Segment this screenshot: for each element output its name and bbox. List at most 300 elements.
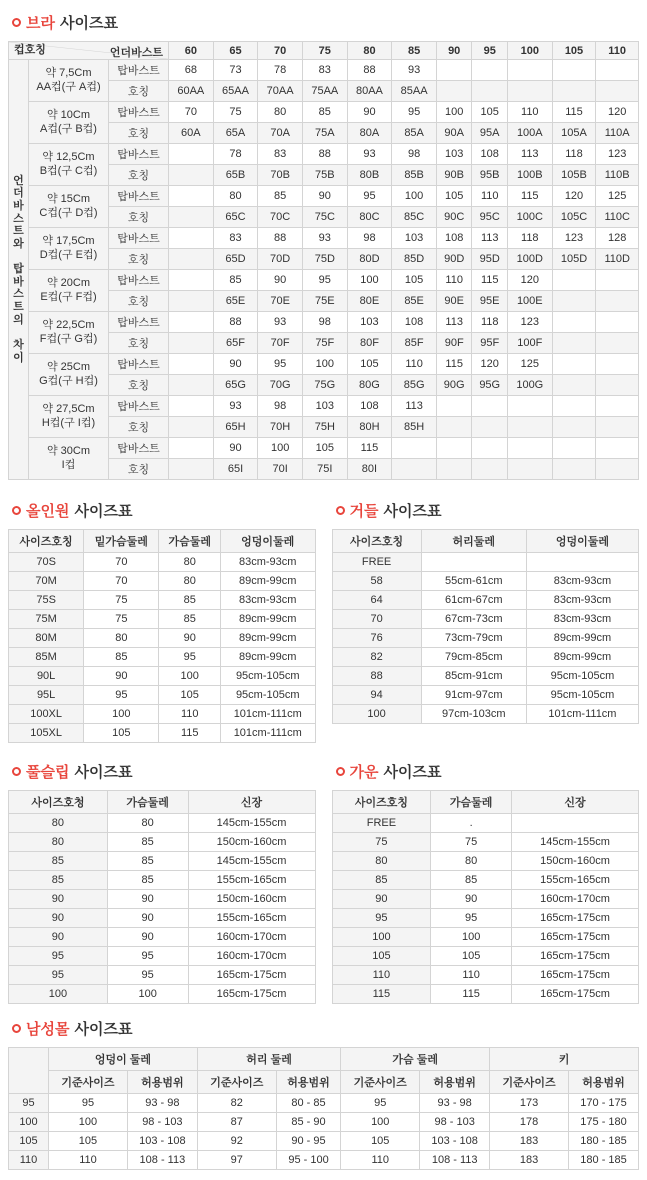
table-row [332, 871, 639, 890]
bra-sizename-cell: 85B [392, 165, 437, 186]
bra-topbust-cell: 90 [213, 438, 258, 459]
table-cell: 90 [107, 928, 188, 947]
bra-table-wrap [8, 41, 639, 480]
table-row [332, 610, 639, 629]
table-cell: 85 [107, 833, 188, 852]
column-header: 밑가슴둘레 [84, 530, 159, 553]
column-header: 신장 [512, 791, 639, 814]
table-row [332, 833, 639, 852]
table-cell: 75 [332, 833, 431, 852]
bra-sizename-cell: 80G [347, 375, 392, 396]
table-cell: 64 [332, 591, 421, 610]
table-cell: 55cm-61cm [421, 572, 526, 591]
bra-sizename-cell: 95G [472, 375, 508, 396]
table-cell: 83cm-93cm [526, 591, 638, 610]
bra-sizename-cell: 80I [347, 459, 392, 480]
bra-sizename-cell [596, 375, 639, 396]
bra-topbust-cell: 100 [302, 354, 347, 375]
table-row [9, 871, 316, 890]
column-header: 허용범위 [569, 1071, 639, 1094]
bra-topbust-cell: 113 [392, 396, 437, 417]
table-cell: 90 [107, 890, 188, 909]
table-cell: 70S [9, 553, 84, 572]
bra-topbust-cell: 83 [302, 60, 347, 81]
bra-sizename-cell [507, 81, 552, 102]
section-title-accent: 브라 [26, 15, 55, 32]
column-header: 사이즈호칭 [332, 530, 421, 553]
table-cell: 89cm-99cm [526, 629, 638, 648]
bra-sizename-cell: 65B [213, 165, 258, 186]
bra-sizename-cell: 75AA [302, 81, 347, 102]
bra-topbust-cell [596, 396, 639, 417]
table-cell: 108 - 113 [127, 1151, 197, 1170]
table-cell: 95 [159, 648, 220, 667]
bra-sizename-cell: 110A [596, 123, 639, 144]
bra-row-label: 탑바스트 [109, 102, 169, 123]
bra-sizename-cell [392, 459, 437, 480]
table-cell: 80 [332, 852, 431, 871]
section-mens [8, 1018, 639, 1170]
table-cell: 100 [332, 928, 431, 947]
bra-cup-label: 약 12,5Cm B컵(구 C컵) [29, 144, 109, 186]
bra-topbust-cell: 123 [507, 312, 552, 333]
bra-cup-label: 약 10Cm A컵(구 B컵) [29, 102, 109, 144]
table-cell: 105 [9, 1132, 49, 1151]
bra-topbust-cell: 120 [472, 354, 508, 375]
table-cell: 103 - 108 [420, 1132, 490, 1151]
bra-size-table [8, 41, 639, 480]
column-header: 사이즈호칭 [332, 791, 431, 814]
bra-topbust-cell [507, 396, 552, 417]
bra-topbust-cell: 118 [507, 228, 552, 249]
bra-topbust-cell [472, 60, 508, 81]
section-title-rest: 사이즈표 [383, 503, 442, 520]
table-cell: 145cm-155cm [512, 833, 639, 852]
table-row [9, 1132, 639, 1151]
table-row [9, 985, 316, 1004]
bra-topbust-cell [507, 60, 552, 81]
bra-topbust-cell [552, 270, 596, 291]
bra-row-label: 호칭 [109, 459, 169, 480]
table-cell: 85 - 90 [276, 1113, 341, 1132]
table-cell: 90 [9, 909, 108, 928]
table-row [9, 928, 316, 947]
bra-sizename-cell [169, 207, 214, 228]
table-row [9, 228, 639, 249]
bra-sizename-cell: 110B [596, 165, 639, 186]
bullet-icon [12, 767, 21, 776]
table-cell: 110 [9, 1151, 49, 1170]
bra-sizename-cell: 80B [347, 165, 392, 186]
bra-sizename-cell: 70AA [258, 81, 303, 102]
bra-topbust-cell [169, 396, 214, 417]
table-row [332, 947, 639, 966]
table-cell: 155cm-165cm [188, 909, 315, 928]
bra-topbust-cell: 70 [169, 102, 214, 123]
table-cell: 90 [159, 629, 220, 648]
bra-row-label: 호칭 [109, 375, 169, 396]
bra-sizename-cell [552, 291, 596, 312]
table-cell: 82 [332, 648, 421, 667]
bra-topbust-cell: 93 [258, 312, 303, 333]
bra-topbust-cell [596, 312, 639, 333]
bra-sizename-cell [552, 417, 596, 438]
bra-sizename-cell: 100B [507, 165, 552, 186]
table-cell: 95 [341, 1094, 420, 1113]
table-cell: 98 - 103 [420, 1113, 490, 1132]
gown-header-row [332, 791, 639, 814]
table-row [9, 102, 639, 123]
bra-sizename-cell: 105D [552, 249, 596, 270]
bra-topbust-cell: 103 [347, 312, 392, 333]
bra-sizename-cell [436, 459, 472, 480]
table-cell: 95 [9, 1094, 49, 1113]
bra-sizename-cell: 85G [392, 375, 437, 396]
bra-sizename-cell [169, 459, 214, 480]
table-cell: 85 [332, 871, 431, 890]
section-title-rest: 사이즈표 [74, 503, 133, 520]
bra-row-label: 호칭 [109, 417, 169, 438]
column-header: 가슴둘레 [107, 791, 188, 814]
table-cell: 95cm-105cm [526, 667, 638, 686]
table-cell: 110 [159, 705, 220, 724]
column-group-header: 허리 둘레 [197, 1048, 340, 1071]
table-cell: 61cm-67cm [421, 591, 526, 610]
bra-topbust-cell: 73 [213, 60, 258, 81]
section-heading-bra [12, 12, 639, 33]
bra-row-label: 탑바스트 [109, 312, 169, 333]
bra-sizename-cell: 80A [347, 123, 392, 144]
table-cell: 80 [159, 553, 220, 572]
section-title-rest: 사이즈표 [383, 764, 442, 781]
table-cell: 165cm-175cm [512, 947, 639, 966]
column-header: 허용범위 [276, 1071, 341, 1094]
bra-sizename-cell: 95B [472, 165, 508, 186]
bra-row-label: 탑바스트 [109, 186, 169, 207]
bra-topbust-cell [596, 60, 639, 81]
bra-topbust-cell: 125 [596, 186, 639, 207]
table-cell: 183 [490, 1151, 569, 1170]
bra-topbust-cell [436, 396, 472, 417]
bra-row-label: 탑바스트 [109, 438, 169, 459]
bra-topbust-cell: 100 [436, 102, 472, 123]
bra-sizename-cell: 90D [436, 249, 472, 270]
table-row [332, 591, 639, 610]
table-cell: 75M [9, 610, 84, 629]
girdle-size-table [332, 529, 640, 724]
bra-topbust-cell [507, 438, 552, 459]
table-cell: 100 [332, 705, 421, 724]
column-header: 가슴둘레 [431, 791, 512, 814]
table-cell: 105 [84, 724, 159, 743]
table-cell: 170 - 175 [569, 1094, 639, 1113]
bra-topbust-cell [169, 354, 214, 375]
bra-topbust-cell: 105 [347, 354, 392, 375]
bra-sizename-cell: 70G [258, 375, 303, 396]
bra-sizename-cell: 85E [392, 291, 437, 312]
bra-row-label: 탑바스트 [109, 228, 169, 249]
bra-sizename-cell: 105C [552, 207, 596, 228]
table-cell: 89cm-99cm [526, 648, 638, 667]
bra-sizename-cell [596, 417, 639, 438]
table-cell: 105 [431, 947, 512, 966]
table-row [332, 966, 639, 985]
bra-topbust-cell: 95 [347, 186, 392, 207]
bra-col-header: 110 [596, 42, 639, 60]
table-row [332, 686, 639, 705]
table-row [9, 60, 639, 81]
bra-topbust-cell: 115 [552, 102, 596, 123]
bra-sizename-cell: 90E [436, 291, 472, 312]
bra-sizename-cell: 105A [552, 123, 596, 144]
bra-sizename-cell: 100F [507, 333, 552, 354]
bra-sizename-cell: 85F [392, 333, 437, 354]
section-heading-mens [12, 1018, 639, 1039]
bra-sizename-cell: 60A [169, 123, 214, 144]
bra-row-label: 탑바스트 [109, 270, 169, 291]
bra-topbust-cell: 98 [302, 312, 347, 333]
table-cell: 150cm-160cm [188, 890, 315, 909]
table-cell: 110 [341, 1151, 420, 1170]
column-header: 엉덩이둘레 [526, 530, 638, 553]
table-cell: 94 [332, 686, 421, 705]
table-row [9, 890, 316, 909]
table-row [332, 890, 639, 909]
bra-topbust-cell: 123 [552, 228, 596, 249]
fullslip-header-row [9, 791, 316, 814]
table-row [332, 648, 639, 667]
bra-topbust-cell [596, 270, 639, 291]
table-cell: 89cm-99cm [220, 610, 315, 629]
column-header: 허리둘레 [421, 530, 526, 553]
bra-cup-label: 약 25Cm G컵(구 H컵) [29, 354, 109, 396]
table-cell: 100 [431, 928, 512, 947]
bullet-icon [12, 506, 21, 515]
table-cell: 101cm-111cm [220, 705, 315, 724]
table-cell: 110 [431, 966, 512, 985]
bra-topbust-cell: 90 [347, 102, 392, 123]
bra-col-header: 75 [302, 42, 347, 60]
bra-topbust-cell: 90 [213, 354, 258, 375]
bra-col-header: 60 [169, 42, 214, 60]
bra-sizename-cell: 80AA [347, 81, 392, 102]
table-cell: 105 [49, 1132, 128, 1151]
bra-topbust-cell: 85 [258, 186, 303, 207]
bra-row-label: 호칭 [109, 207, 169, 228]
mens-size-table [8, 1047, 639, 1170]
table-row [9, 591, 316, 610]
bra-topbust-cell: 83 [258, 144, 303, 165]
table-cell: 87 [197, 1113, 276, 1132]
bra-col-header: 105 [552, 42, 596, 60]
bra-topbust-cell: 110 [507, 102, 552, 123]
bra-sizename-cell: 80D [347, 249, 392, 270]
table-cell: 93 - 98 [127, 1094, 197, 1113]
bra-topbust-cell: 78 [258, 60, 303, 81]
bra-topbust-cell: 93 [213, 396, 258, 417]
table-cell: 76 [332, 629, 421, 648]
table-cell: 82 [197, 1094, 276, 1113]
bra-sizename-cell: 100A [507, 123, 552, 144]
bra-sizename-cell [436, 417, 472, 438]
section-heading-onepiece [12, 500, 316, 521]
bra-row-label: 호칭 [109, 123, 169, 144]
bra-topbust-cell: 108 [436, 228, 472, 249]
bra-sizename-cell: 85H [392, 417, 437, 438]
section-title-accent: 올인원 [26, 503, 70, 520]
table-cell: 83cm-93cm [526, 610, 638, 629]
bra-topbust-cell: 85 [213, 270, 258, 291]
table-cell: 90 [107, 909, 188, 928]
column-header: 기준사이즈 [490, 1071, 569, 1094]
table-cell: 160cm-170cm [188, 947, 315, 966]
bra-topbust-cell: 103 [392, 228, 437, 249]
bra-topbust-cell [392, 438, 437, 459]
bra-sizename-cell [169, 165, 214, 186]
bullet-icon [336, 506, 345, 515]
table-cell: 80 [9, 814, 108, 833]
bra-cup-label: 약 20Cm E컵(구 F컵) [29, 270, 109, 312]
bra-col-header: 90 [436, 42, 472, 60]
table-cell: 100 [107, 985, 188, 1004]
table-cell: 58 [332, 572, 421, 591]
bra-topbust-cell: 115 [347, 438, 392, 459]
table-row [9, 1113, 639, 1132]
bra-topbust-cell: 85 [302, 102, 347, 123]
table-cell: 85M [9, 648, 84, 667]
bra-sizename-cell: 75E [302, 291, 347, 312]
table-cell: 183 [490, 1132, 569, 1151]
table-cell: 160cm-170cm [512, 890, 639, 909]
table-cell [526, 553, 638, 572]
bra-sizename-cell: 75B [302, 165, 347, 186]
bra-sizename-cell: 110C [596, 207, 639, 228]
bra-topbust-cell [169, 438, 214, 459]
bra-topbust-cell: 118 [472, 312, 508, 333]
table-cell: 80 [84, 629, 159, 648]
table-cell: 80 [9, 833, 108, 852]
onepiece-size-table [8, 529, 316, 743]
table-cell: 85 [159, 610, 220, 629]
table-cell: 90 - 95 [276, 1132, 341, 1151]
table-cell: 95 [9, 947, 108, 966]
bra-col-header: 65 [213, 42, 258, 60]
table-cell: 80M [9, 629, 84, 648]
bra-topbust-cell: 120 [507, 270, 552, 291]
bra-topbust-cell: 123 [596, 144, 639, 165]
bra-topbust-cell [552, 438, 596, 459]
bra-sizename-cell: 65F [213, 333, 258, 354]
table-cell: 150cm-160cm [512, 852, 639, 871]
table-cell: 180 - 185 [569, 1132, 639, 1151]
table-cell: 173 [490, 1094, 569, 1113]
table-cell: 103 - 108 [127, 1132, 197, 1151]
bullet-icon [336, 767, 345, 776]
bra-sizename-cell: 75C [302, 207, 347, 228]
table-cell: 105XL [9, 724, 84, 743]
bra-sizename-cell: 90B [436, 165, 472, 186]
table-row [9, 852, 316, 871]
gown-size-table [332, 790, 640, 1004]
bra-sizename-cell [436, 81, 472, 102]
bra-sizename-cell [169, 375, 214, 396]
bra-topbust-cell: 90 [258, 270, 303, 291]
bra-side-label: 언 더 바 스 트 와 탑 바 스 트 의 차 이 [9, 60, 29, 480]
bra-topbust-cell: 98 [258, 396, 303, 417]
table-row [9, 270, 639, 291]
bra-topbust-cell [169, 228, 214, 249]
bra-sizename-cell: 95F [472, 333, 508, 354]
column-group-header: 키 [490, 1048, 639, 1071]
column-header: 신장 [188, 791, 315, 814]
bra-sizename-cell: 95E [472, 291, 508, 312]
bra-topbust-cell [552, 396, 596, 417]
bra-corner-cell [9, 42, 169, 60]
bullet-icon [12, 1024, 21, 1033]
table-cell: 90 [332, 890, 431, 909]
table-cell: 105 [159, 686, 220, 705]
table-row [9, 144, 639, 165]
table-row [9, 396, 639, 417]
bra-topbust-cell [169, 270, 214, 291]
bra-sizename-cell: 65A [213, 123, 258, 144]
bra-sizename-cell: 70E [258, 291, 303, 312]
table-cell: 95 - 100 [276, 1151, 341, 1170]
table-cell: 70 [84, 572, 159, 591]
bra-sizename-cell: 80F [347, 333, 392, 354]
bra-sizename-cell: 90A [436, 123, 472, 144]
table-cell: 89cm-99cm [220, 648, 315, 667]
bra-topbust-cell: 93 [347, 144, 392, 165]
bullet-icon [12, 18, 21, 27]
section-title-rest: 사이즈표 [59, 15, 118, 32]
column-header: 허용범위 [420, 1071, 490, 1094]
bra-sizename-cell: 105B [552, 165, 596, 186]
bra-topbust-cell: 100 [258, 438, 303, 459]
bra-topbust-cell: 110 [472, 186, 508, 207]
bra-sizename-cell: 65C [213, 207, 258, 228]
table-cell: 75 [84, 591, 159, 610]
table-cell: 85 [107, 871, 188, 890]
table-row [9, 724, 316, 743]
bra-topbust-cell: 100 [392, 186, 437, 207]
table-cell: 95 [431, 909, 512, 928]
table-cell: 70 [84, 553, 159, 572]
bra-row-label: 호칭 [109, 81, 169, 102]
table-cell: 88 [332, 667, 421, 686]
bra-sizename-cell: 60AA [169, 81, 214, 102]
bra-topbust-cell: 113 [436, 312, 472, 333]
section-title-accent: 풀슬립 [26, 764, 70, 781]
table-cell [512, 814, 639, 833]
bra-topbust-cell: 78 [213, 144, 258, 165]
table-cell: 85 [84, 648, 159, 667]
bra-topbust-cell: 105 [392, 270, 437, 291]
bra-sizename-cell: 85AA [392, 81, 437, 102]
bra-col-header: 100 [507, 42, 552, 60]
table-cell: 80 [431, 852, 512, 871]
bra-topbust-cell: 110 [436, 270, 472, 291]
bra-topbust-cell: 95 [258, 354, 303, 375]
bra-row-label: 탑바스트 [109, 144, 169, 165]
bra-topbust-cell: 125 [507, 354, 552, 375]
table-row [9, 814, 316, 833]
table-row [9, 686, 316, 705]
bra-sizename-cell: 70A [258, 123, 303, 144]
bra-cup-label: 약 7,5Cm AA컵(구 A컵) [29, 60, 109, 102]
table-cell: 85 [159, 591, 220, 610]
table-row [9, 909, 316, 928]
